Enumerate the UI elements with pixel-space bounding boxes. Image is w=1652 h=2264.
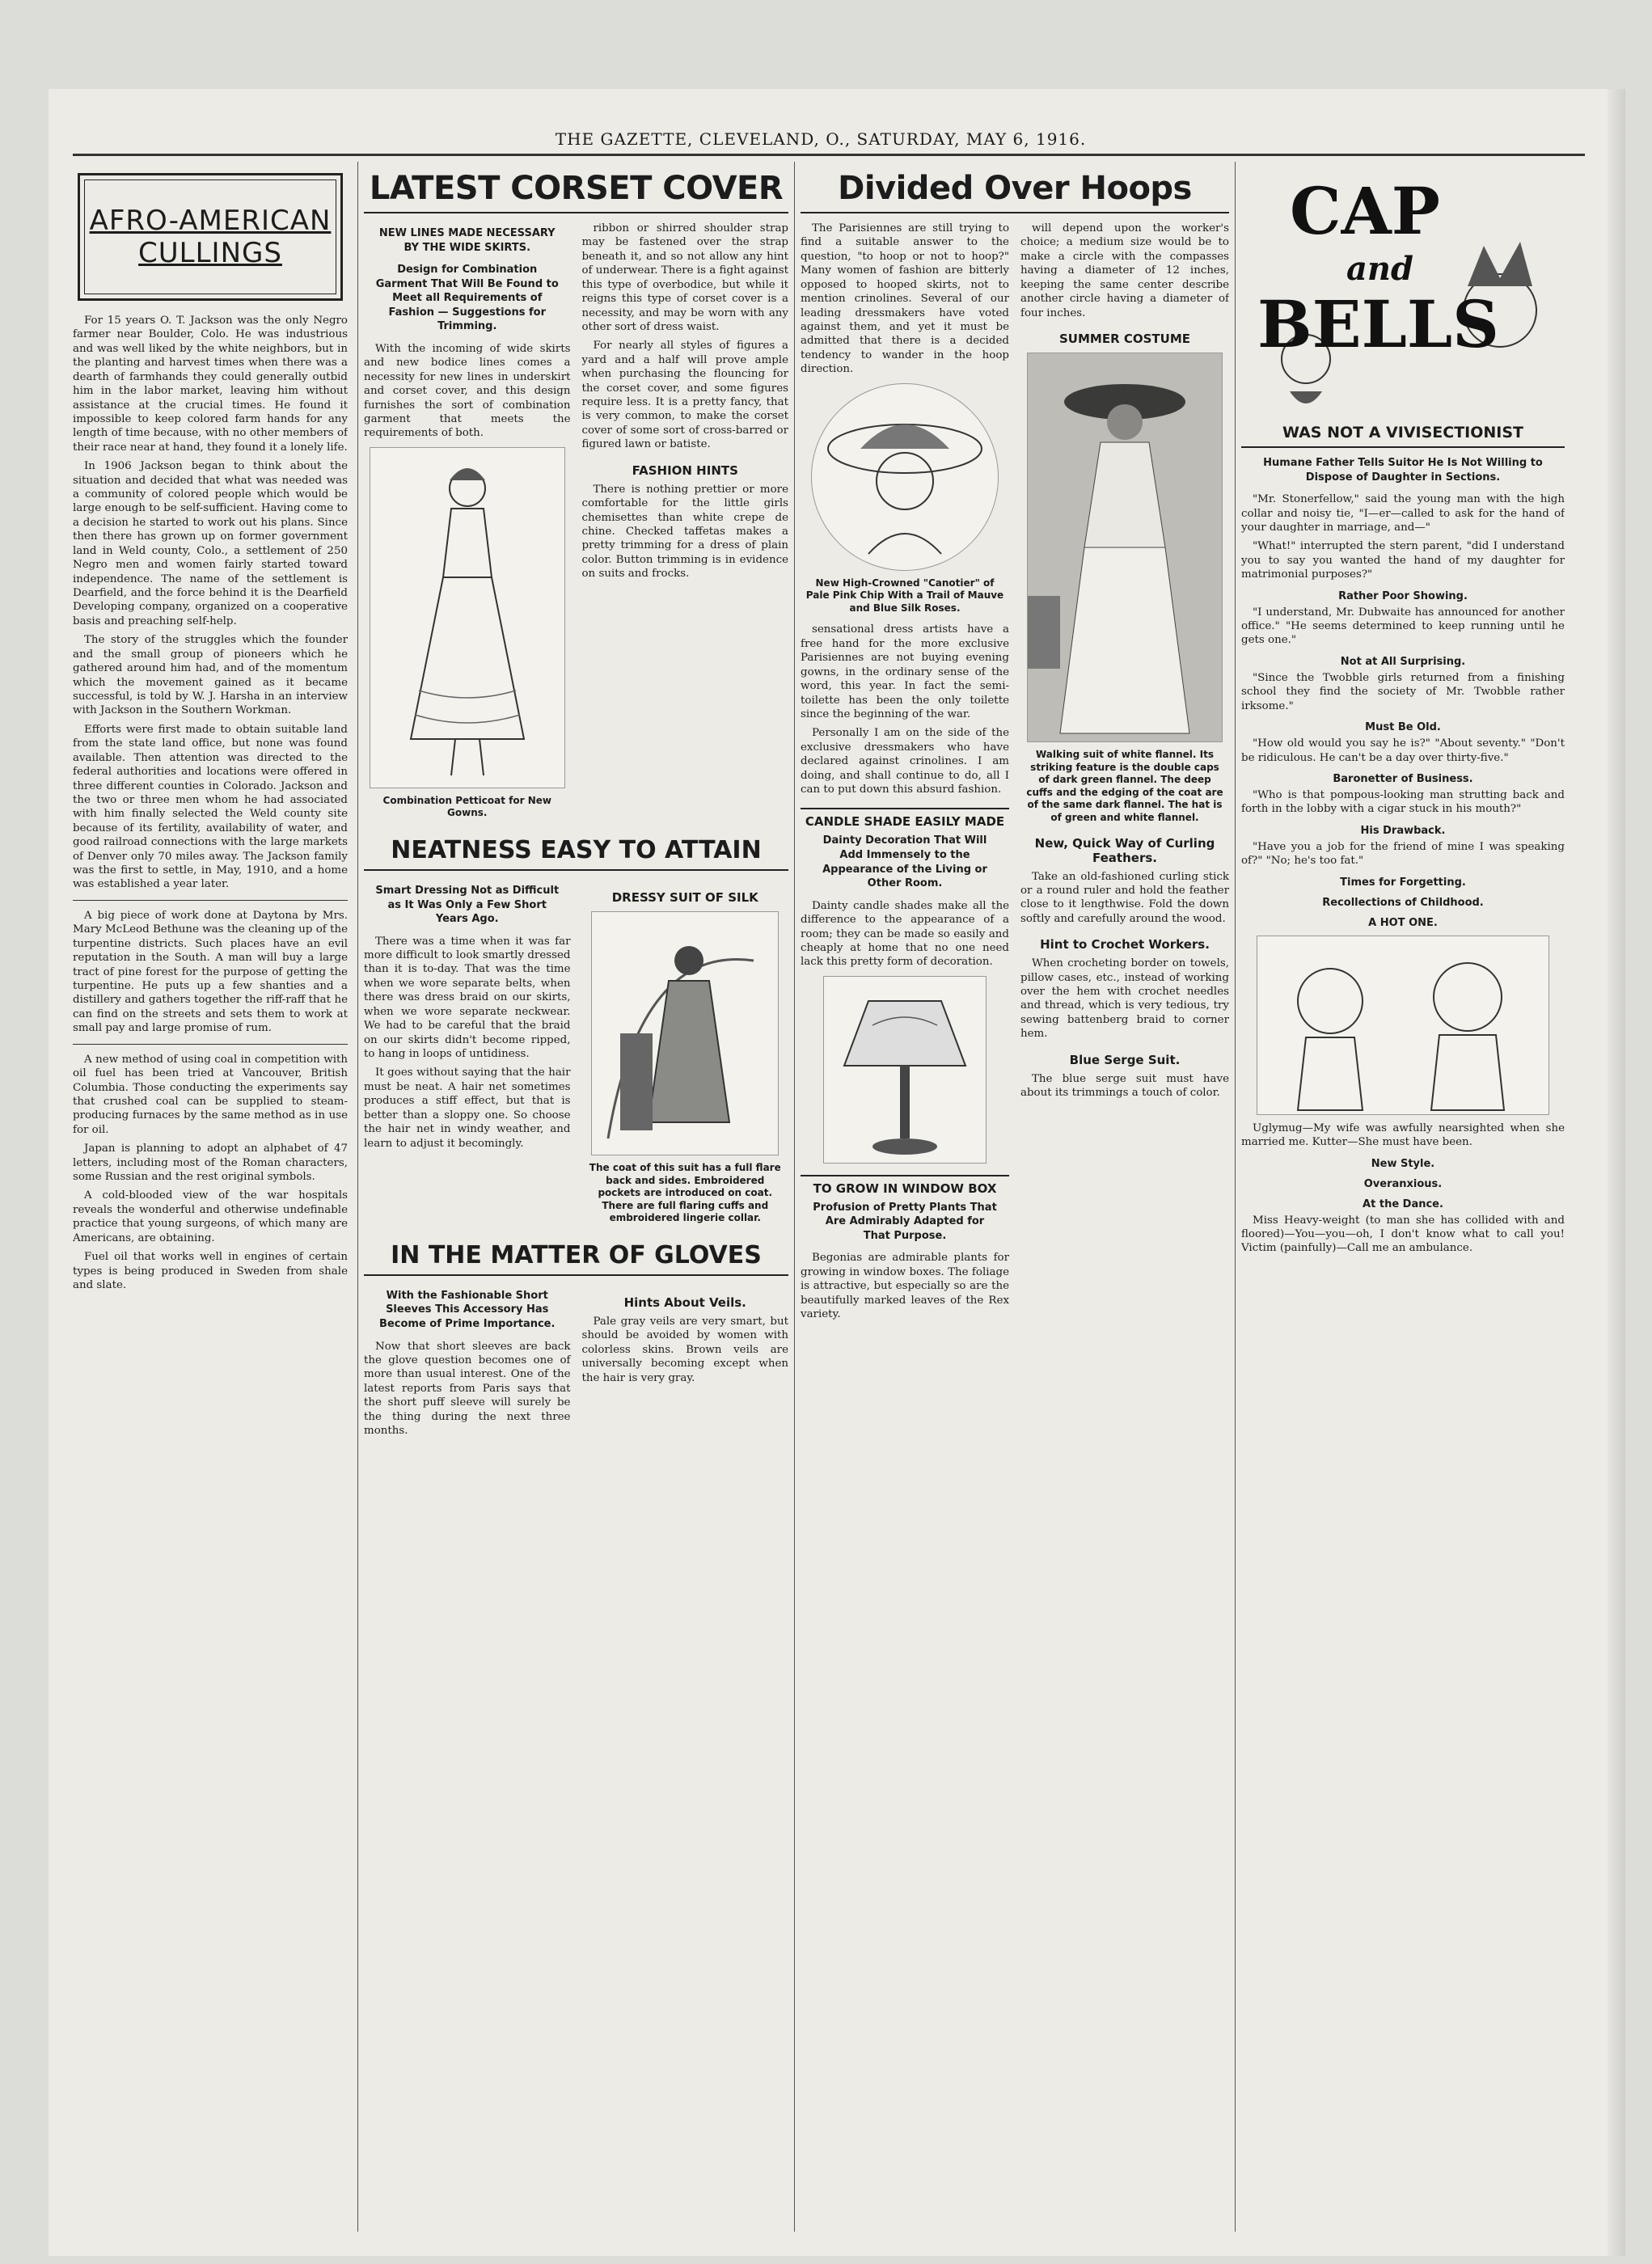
banner-and: and [1346,250,1413,288]
article-paragraph: When crocheting border on towels, pillow cases, etc., instead of working over the hem with crochet needles and thread, which is very tedious, try sewing battenberg braid to corner hem. [1020,957,1229,1041]
banner-bells: BELLS [1257,286,1499,362]
column-rule [794,162,795,2232]
article-paragraph: A new method of using coal in competition with oil fuel has been tried at Vancouver, British Columbia. Those conducting the experiments say that crushed coal can be supplied to steam-producing furnaces by the same method as in use for oil. [73,1053,348,1136]
joke-paragraph: "I understand, Mr. Dubwaite has announced for another office." "He seems determined to keep running until he gets one." [1241,606,1565,647]
joke-paragraph: "Mr. Stonerfellow," said the young man with the high collar and noisy tie, "I—er—called to ask for the hand of your daughter in marriage, and—" [1241,493,1565,534]
joke-heading: Recollections of Childhood. [1322,896,1484,909]
headline-neatness: NEATNESS EASY TO ATTAIN [364,836,788,871]
article-paragraph: The story of the struggles which the founder and the small group of pioneers which he gathered around him had, and of the momentum which the movement gained as it became successful, is told by W. J. Harsha in an interview with Jackson in the Southern Workman. [73,634,348,717]
column-fashion [364,162,788,1443]
joke-heading: His Drawback. [1360,824,1446,837]
figure-caption: New High-Crowned "Canotier" of Pale Pink Chip With a Trail of Mauve and Blue Silk Roses. [805,577,1004,614]
column-afro-american-cullings [73,162,348,1297]
deck: Profusion of Pretty Plants That Are Admirably Adapted for That Purpose. [813,1201,997,1242]
article-paragraph: It goes without saying that the hair must be neat. A hair net sometimes produces a stiff effect, but that is better than a sloppy one. So choose the hair net in windy weather, and learn to adjust it becomingly. [364,1067,571,1150]
illustration-silk-suit [591,911,779,1155]
illustration-candle-lamp [823,976,987,1164]
two-column-block [801,222,1229,1327]
column-cap-and-bells [1241,162,1565,1261]
article-paragraph: Efforts were first made to obtain suitable land from the state land office, but none was found available. Then attention was directed to the federal authorities and locations were offered in three different counties in Colorado. Jackson and the two or three men whom he had associated with him finally selected the Weld county site because of its fertility, availability of water, and good railroad connections with the large markets of Denver only 70 miles away. The Jackson family was the first to settle, in May, 1910, and a home was established a year later. [73,723,348,891]
figure-caption: Combination Petticoat for New Gowns. [382,794,551,819]
joke-heading: At the Dance. [1363,1197,1443,1210]
illustration-canotier-hat [811,383,999,571]
article-paragraph: Japan is planning to adopt an alphabet of 47 letters, including most of the Roman characters, some Russian and the rest original symbols. [73,1143,348,1184]
article-paragraph: The blue serge suit must have about its trimmings a touch of color. [1020,1072,1229,1100]
lamp-icon [824,977,986,1163]
section-title: AFRO-AMERICAN CULLINGS [84,180,336,294]
cartoon-men-icon [1257,936,1548,1114]
subheading: SUMMER COSTUME [1058,331,1190,346]
divider [73,900,348,901]
article-paragraph: Begonias are admirable plants for growing in window boxes. The foliage is attractive, but especially so are the beautifully marked leaves of the Rex variety. [801,1252,1009,1321]
masthead: THE GAZETTE, CLEVELAND, O., SATURDAY, MAY 6, 1916. [555,129,1087,149]
joke-heading: A HOT ONE. [1368,916,1438,929]
subheading: DRESSY SUIT OF SILK [611,889,758,905]
joke-heading: Times for Forgetting. [1340,876,1466,889]
deck: With the Fashionable Short Sleeves This Accessory Has Become of Prime Importance. [379,1289,556,1331]
article-paragraph: will depend upon the worker's choice; a medium size would be to make a circle with the compasses having a diameter of 12 inches, keeping the same center describe another circle having a diameter of four inches. [1020,222,1229,319]
article-paragraph: sensational dress artists have a free hand for the more exclusive Parisiennes are not buying evening gowns, in the ordinary sense of the word, this year. In fact the semi-toilette has been the only toilette since the beginning of the war. [801,623,1009,720]
article-paragraph: A cold-blooded view of the war hospitals reveals the wonderful and otherwise undefinable practice that young surgeons, of which many are Americans, are obtaining. [73,1189,348,1244]
subheading: New, Quick Way of Curling Feathers. [1034,835,1215,865]
subheading: FASHION HINTS [632,463,738,478]
deck: Design for Combination Garment That Will Be Found to Meet all Requirements of Fashion — Suggestions for Trimming. [375,264,559,333]
column-rule [1235,162,1236,2232]
subheading: TO GROW IN WINDOW BOX [801,1175,1009,1196]
headline-vivisectionist: WAS NOT A VIVISECTIONIST [1241,424,1565,448]
deck: NEW LINES MADE NECESSARY BY THE WIDE SKIRTS. [378,227,556,254]
illustration-summer-costume [1027,353,1223,742]
deck: Dainty Decoration That Will Add Immensely to the Appearance of the Living or Other Room. [822,834,987,890]
article-paragraph: For 15 years O. T. Jackson was the only Negro farmer near Boulder, Colo. He was industrious and was well liked by the white neighbors, but in the planting and harvest times when there was a dearth of farmhands they could generally outbid him in the labor market, leaving him without assistance at the crucial times. He found it impossible to keep colored farm hands for any length of time because, with no other members of their race near at hand, they found it a lonely life. [73,315,348,454]
column-divided-over-hoops [801,162,1229,1327]
newspaper-page [49,89,1625,2256]
summer-costume-photo-icon [1028,353,1222,741]
joke-heading: Baronetter of Business. [1333,773,1473,785]
joke-heading: Must Be Old. [1365,721,1441,734]
column-rule [357,162,358,2232]
article-paragraph: For nearly all styles of figures a yard and a half will prove ample when purchasing the flouncing for the corset cover, and some figures require less. It is a pretty fancy, that is very common, to make the corset cover of some sort of cross-barred or figured lawn or batiste. [581,340,788,451]
joke-heading: Not at All Surprising. [1340,655,1466,668]
article-paragraph: With the incoming of wide skirts and new bodice lines comes a necessity for new lines in underskirt and corset cover, and this design furnishes the sort of combination garment that meets the requirements of both. [364,342,571,440]
article-paragraph: In 1906 Jackson began to think about the situation and decided that what was needed was a community of colored people which would be large enough to be self-sufficient. Having come to a decision he started to work out his plans. Since then there has grown up on former government land in Weld county, Colo., a settlement of 250 Negro men and women fairly started toward independence. The name of the settlement is Dearfield, and the force behind it is the Dearfield Developing company, organized on a cooperative basis and preaching self-help. [73,460,348,627]
article-paragraph: Personally I am on the side of the exclusive dressmakers who have declared against crinolines. I am doing, and shall continue to do, all I can to put down this absurd fashion. [801,727,1009,796]
divider [73,1044,348,1045]
joke-paragraph: "How old would you say he is?" "About seventy." "Don't be ridiculous. He can't be a day over thirty-five." [1241,737,1565,764]
joke-paragraph: "Who is that pompous-looking man strutting back and forth in the lobby with a cigar stuck in his mouth?" [1241,789,1565,816]
subheading: Blue Serge Suit. [1069,1052,1181,1067]
article-paragraph: Pale gray veils are very smart, but should be avoided by women with colorless skins. Brown veils are universally becoming except when the hair is very gray. [581,1315,788,1384]
deck: Smart Dressing Not as Difficult as It Was Only a Few Short Years Ago. [375,884,560,926]
article-paragraph: ribbon or shirred shoulder strap may be fastened over the strap beneath it, and so not allow any hint of underwear. There is a fight against this type of overbodice, but while it reigns this type of corset cover is a necessity, and may be worn with any other sort of dress waist. [581,222,788,333]
subheading: Hints About Veils. [623,1295,746,1310]
masthead-rule [73,154,1585,156]
deck: Humane Father Tells Suitor He Is Not Willing to Dispose of Daughter in Sections. [1263,457,1543,484]
silk-suit-figure-icon [592,912,778,1155]
headline-hoops: Divided Over Hoops [801,170,1229,213]
joke-paragraph: Miss Heavy-weight (to man she has collided with and floored)—You—you—oh, I don't know what to call you! Victim (painfully)—Call me an ambulance. [1241,1214,1565,1255]
subheading: Hint to Crochet Workers. [1040,937,1210,952]
two-column-block [364,1284,788,1443]
joke-paragraph: "Have you a job for the friend of mine I was speaking of?" "No; he's too fat." [1241,840,1565,868]
joke-paragraph: "What!" interrupted the stern parent, "did I understand you to say you wanted the hand of my daughter for matrimonial purposes?" [1241,540,1565,581]
petticoat-figure-icon [370,448,564,788]
subheading: CANDLE SHADE EASILY MADE [801,808,1009,829]
joke-paragraph: Uglymug—My wife was awfully nearsighted when she married me. Kutter—She must have been. [1241,1121,1565,1149]
joke-heading: Rather Poor Showing. [1338,589,1468,602]
banner-cap: CAP [1290,173,1440,249]
joke-paragraph: "Since the Twobble girls returned from a finishing school they find the society of Mr. Twobble rather irksome." [1241,671,1565,712]
article-paragraph: There is nothing prettier or more comfortable for the little girls chemisettes than white crepe de chine. Checked taffetas makes a pretty trimming for a dress of plain color. Button trimming is in evidence on suits and frocks. [581,483,788,581]
joke-heading: Overanxious. [1363,1177,1443,1190]
hat-portrait-icon [812,384,998,570]
article-paragraph: Now that short sleeves are back the glove question becomes one of more than usual interest. One of the latest reports from Paris says that the short puff sleeve will surely be the thing during the next three months. [364,1340,571,1438]
figure-caption: Walking suit of white flannel. Its striking feature is the double caps of dark green flannel. The deep cuffs and the edging of the coat are of the same dark flannel. The hat is of green and white flannel. [1026,748,1223,823]
figure-caption: The coat of this suit has a full flare back and sides. Embroidered pockets are introduced on coat. There are full flaring cuffs and embroidered lingerie collar. [589,1161,781,1224]
illustration-petticoat [370,447,565,788]
two-column-block [364,222,788,828]
article-paragraph: Fuel oil that works well in engines of certain types is being produced in Sweden from shale and slate. [73,1251,348,1291]
section-title-box [78,173,343,301]
headline-corset-cover: LATEST CORSET COVER [364,170,788,213]
article-paragraph: A big piece of work done at Daytona by Mrs. Mary McLeod Bethune was the cleaning up of the turpentine districts. Such places have an evil reputation in the South. A man will buy a large tract of pine forest for the purpose of getting the turpentine. He puts up a few shanties and a distillery and gathers together the riff-raff that he can find on the streets and sets them to work at small pay and large promise of rum. [73,909,348,1035]
article-paragraph: Dainty candle shades make all the difference to the appearance of a room; they can be made so easily and cheaply at home that no one need lack this pretty form of decoration. [801,899,1009,969]
cap-and-bells-banner [1241,173,1565,416]
headline-gloves: IN THE MATTER OF GLOVES [364,1241,788,1276]
article-paragraph: The Parisiennes are still trying to find a suitable answer to the question, "to hoop or not to hoop?" Many women of fashion are bitterly opposed to hooped skirts, not to mention crinolines. Several of our leading dressmakers have voted against them, and yet it must be admitted that there is a decided tendency to wander in the hoop direction. [801,222,1009,376]
article-paragraph: Take an old-fashioned curling stick or a round ruler and hold the feather close to it lengthwise. Fold the down softly and carefully around the wood. [1020,870,1229,925]
illustration-a-hot-one [1257,936,1549,1115]
joke-heading: New Style. [1371,1157,1435,1170]
article-paragraph: There was a time when it was far more difficult to look smartly dressed than it is to-day. That was the time when we wore separate belts, when there was dress braid on our skirts, when we wore separate neckwear. We had to be careful that the braid on our skirts didn't become ripped, to hang in loops of untidiness. [364,935,571,1060]
two-column-block [364,879,788,1233]
